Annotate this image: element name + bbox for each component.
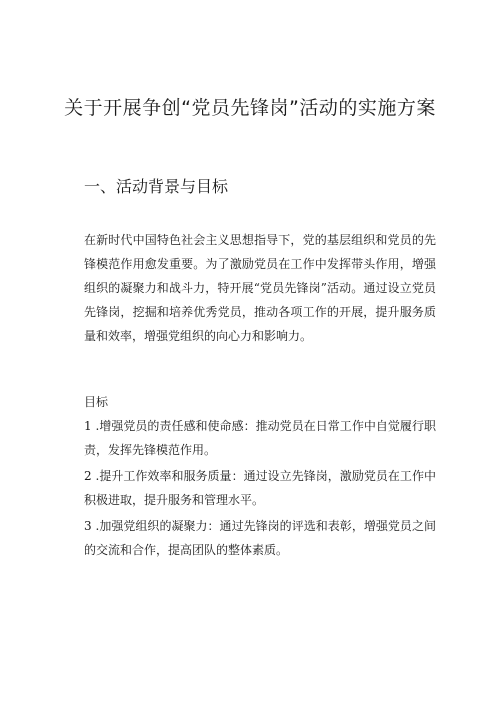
document-title: 关于开展争创“党员先锋岗”活动的实施方案 bbox=[64, 97, 436, 119]
goal-item-2: 2 .提升工作效率和服务质量：通过设立先锋岗，激励党员在工作中积极进取，提升服务和管理水平。 bbox=[84, 469, 436, 507]
goal-item-3: 3 .加强党组织的凝聚力：通过先锋岗的评选和表彰，增强党员之间的交流和合作，提高团队的整体素质。 bbox=[84, 519, 436, 557]
background-paragraph: 在新时代中国特色社会主义思想指导下，党的基层组织和党员的先锋模范作用愈发重要。为了激励党员在工作中发挥带头作用，增强组织的凝聚力和战斗力，特开展“党员先锋岗”活动。通过设立党员先锋岗，挖掘和培养优秀党员，推动各项工作的开展，提升服务质量和效率，增强党组织的向心力和影响力。 bbox=[84, 233, 436, 343]
goals-label: 目标 bbox=[84, 395, 109, 409]
section-heading: 一、活动背景与目标 bbox=[84, 177, 229, 196]
goal-item-1: 1 .增强党员的责任感和使命感：推动党员在日常工作中自觉履行职责，发挥先锋模范作用。 bbox=[84, 419, 436, 457]
